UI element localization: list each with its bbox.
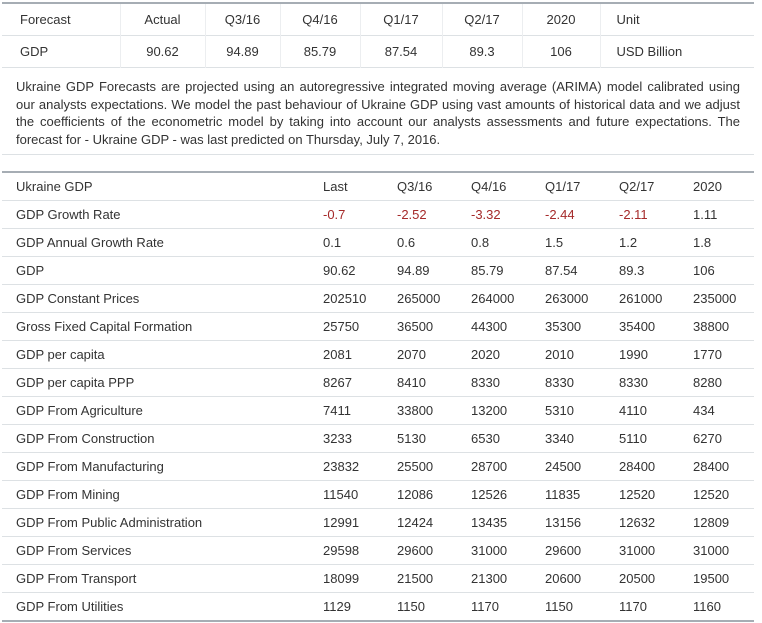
indicator-row-label[interactable]: GDP per capita PPP <box>16 375 135 390</box>
indicator-value-cell: 8267 <box>323 375 352 390</box>
indicators-table-header-row <box>2 172 754 201</box>
indicator-value-cell: 28700 <box>471 459 508 474</box>
indicators-table <box>2 171 754 622</box>
indicator-value-cell: 21300 <box>471 571 508 586</box>
indicator-value-cell: 20500 <box>619 571 656 586</box>
indicator-value-cell: 31000 <box>693 543 730 558</box>
indicator-row-label[interactable]: GDP Annual Growth Rate <box>16 235 164 250</box>
indicator-row <box>2 593 754 622</box>
indicator-value-cell: 264000 <box>471 291 515 306</box>
indicator-column-header: Ukraine GDP <box>16 179 93 194</box>
indicator-value-cell: 5310 <box>545 403 574 418</box>
indicator-column-header: Q4/16 <box>471 179 507 194</box>
indicator-value-cell: 1150 <box>397 599 425 614</box>
indicator-row-label[interactable]: GDP From Construction <box>16 431 155 446</box>
indicator-column-header: Last <box>323 179 348 194</box>
indicator-value-cell: 1990 <box>619 347 648 362</box>
indicator-row-label[interactable]: GDP per capita <box>16 347 105 362</box>
indicator-value-cell: 1.11 <box>693 207 718 222</box>
indicator-row <box>2 285 754 313</box>
forecast-column-header: Unit <box>600 3 754 36</box>
indicator-value-cell: 2070 <box>397 347 426 362</box>
indicator-value-cell: 235000 <box>693 291 737 306</box>
indicator-row-label[interactable]: GDP From Agriculture <box>16 403 143 418</box>
indicator-row <box>2 425 754 453</box>
indicator-value-cell: 35300 <box>545 319 582 334</box>
indicator-value-cell: -3.32 <box>471 207 501 222</box>
indicator-value-cell: 29600 <box>397 543 434 558</box>
indicator-value-cell: 0.6 <box>397 235 416 250</box>
forecast-row-label[interactable]: GDP <box>20 44 49 59</box>
indicator-value-cell: 25750 <box>323 319 360 334</box>
indicator-value-cell: 12809 <box>693 515 730 530</box>
indicator-column-header: 2020 <box>693 179 722 194</box>
indicator-value-cell: 1.5 <box>545 235 564 250</box>
indicator-value-cell: 8330 <box>545 375 574 390</box>
indicator-value-cell: 24500 <box>545 459 582 474</box>
indicator-value-cell: -2.11 <box>619 207 648 222</box>
indicator-value-cell: 31000 <box>619 543 656 558</box>
indicator-row-label[interactable]: GDP From Mining <box>16 487 120 502</box>
forecast-value-cell: 85.79 <box>280 36 360 68</box>
indicator-row <box>2 397 754 425</box>
indicator-value-cell: 28400 <box>619 459 656 474</box>
indicator-row-label[interactable]: GDP Constant Prices <box>16 291 140 306</box>
indicator-value-cell: 31000 <box>471 543 508 558</box>
indicator-value-cell: 90.62 <box>323 263 356 278</box>
indicator-value-cell: 1170 <box>471 599 499 614</box>
indicator-value-cell: 12520 <box>619 487 656 502</box>
indicator-value-cell: 8410 <box>397 375 426 390</box>
forecast-value-cell: 90.62 <box>120 36 205 68</box>
indicator-value-cell: 89.3 <box>619 263 645 278</box>
indicator-value-cell: 5110 <box>619 431 647 446</box>
indicator-column-header: Q2/17 <box>619 179 655 194</box>
indicator-value-cell: 1.2 <box>619 235 638 250</box>
indicator-row <box>2 313 754 341</box>
indicator-value-cell: -2.44 <box>545 207 575 222</box>
indicator-row <box>2 565 754 593</box>
indicator-value-cell: 23832 <box>323 459 360 474</box>
forecast-value-cell: 89.3 <box>442 36 522 68</box>
indicator-value-cell: 33800 <box>397 403 434 418</box>
forecast-column-header: 2020 <box>522 3 600 36</box>
indicator-value-cell: 25500 <box>397 459 434 474</box>
indicator-value-cell: 3340 <box>545 431 574 446</box>
indicator-value-cell: 44300 <box>471 319 508 334</box>
indicator-value-cell: 106 <box>693 263 715 278</box>
indicator-row <box>2 537 754 565</box>
indicator-row-label[interactable]: GDP Growth Rate <box>16 207 121 222</box>
indicator-value-cell: 7411 <box>323 403 351 418</box>
forecast-column-header: Q1/17 <box>360 3 442 36</box>
indicator-value-cell: 2010 <box>545 347 574 362</box>
indicator-value-cell: 5130 <box>397 431 426 446</box>
forecast-column-header: Q2/17 <box>442 3 522 36</box>
indicator-row <box>2 481 754 509</box>
indicator-value-cell: 263000 <box>545 291 589 306</box>
indicator-value-cell: 6530 <box>471 431 500 446</box>
indicator-value-cell: 19500 <box>693 571 730 586</box>
indicator-value-cell: 2081 <box>323 347 352 362</box>
indicator-value-cell: 0.1 <box>323 235 342 250</box>
indicator-row <box>2 369 754 397</box>
forecast-column-header: Q4/16 <box>280 3 360 36</box>
indicator-value-cell: 11835 <box>545 487 581 502</box>
forecast-value-cell: 106 <box>522 36 600 68</box>
indicator-column-header: Q3/16 <box>397 179 433 194</box>
indicator-row-label[interactable]: GDP From Public Administration <box>16 515 203 530</box>
indicator-value-cell: 3233 <box>323 431 352 446</box>
indicator-row-label[interactable]: GDP From Utilities <box>16 599 124 614</box>
indicator-value-cell: 87.54 <box>545 263 578 278</box>
indicator-value-cell: 12424 <box>397 515 434 530</box>
indicator-value-cell: 35400 <box>619 319 656 334</box>
indicator-value-cell: 4110 <box>619 403 647 418</box>
indicator-row-label[interactable]: GDP From Transport <box>16 571 137 586</box>
indicator-row <box>2 201 754 229</box>
indicator-value-cell: 12520 <box>693 487 730 502</box>
indicator-value-cell: 20600 <box>545 571 582 586</box>
indicator-row-label[interactable]: GDP <box>16 263 45 278</box>
forecast-table-header-row <box>2 3 754 36</box>
forecast-unit-cell: USD Billion <box>600 36 754 68</box>
indicator-value-cell: 1160 <box>693 599 721 614</box>
indicator-row <box>2 257 754 285</box>
indicator-value-cell: 2020 <box>471 347 500 362</box>
indicator-value-cell: 94.89 <box>397 263 430 278</box>
forecast-value-cell: 87.54 <box>360 36 442 68</box>
indicator-value-cell: 12086 <box>397 487 434 502</box>
forecast-page <box>2 2 754 622</box>
indicator-value-cell: 265000 <box>397 291 441 306</box>
indicator-value-cell: 28400 <box>693 459 730 474</box>
indicator-value-cell: 38800 <box>693 319 730 334</box>
indicator-value-cell: 261000 <box>619 291 663 306</box>
indicator-value-cell: 1150 <box>545 599 573 614</box>
indicator-row-label[interactable]: Gross Fixed Capital Formation <box>16 319 193 334</box>
indicator-value-cell: -2.52 <box>397 207 427 222</box>
indicator-value-cell: 12632 <box>619 515 656 530</box>
indicator-column-header: Q1/17 <box>545 179 581 194</box>
indicator-value-cell: 13156 <box>545 515 582 530</box>
indicator-value-cell: 11540 <box>323 487 359 502</box>
indicator-value-cell: 6270 <box>693 431 722 446</box>
forecast-row <box>2 36 754 68</box>
indicator-row <box>2 229 754 257</box>
indicator-value-cell: 29598 <box>323 543 360 558</box>
indicator-value-cell: 8330 <box>471 375 500 390</box>
indicator-value-cell: 29600 <box>545 543 582 558</box>
forecast-description: Ukraine GDP Forecasts are projected using an autoregressive integrated moving average (ARIMA) model calibrated using our analysts expectations. We model the past behaviour of Ukraine GDP using vast amounts of historical data and we adjust the coefficients of the econometric model by taking into account our analysts assessments and future expectations. The forecast for - Ukraine GDP - was last predicted on Thursday, July 7, 2016. <box>2 68 754 155</box>
forecast-column-header: Actual <box>120 3 205 36</box>
indicator-row <box>2 341 754 369</box>
indicator-value-cell: 1770 <box>693 347 722 362</box>
indicator-value-cell: 13435 <box>471 515 508 530</box>
forecast-column-header: Q3/16 <box>205 3 280 36</box>
indicator-value-cell: 12526 <box>471 487 508 502</box>
indicator-value-cell: 85.79 <box>471 263 504 278</box>
indicator-value-cell: -0.7 <box>323 207 346 222</box>
indicator-value-cell: 18099 <box>323 571 360 586</box>
forecast-column-header: Forecast <box>20 12 71 27</box>
indicator-row <box>2 453 754 481</box>
indicator-value-cell: 1.8 <box>693 235 712 250</box>
indicator-value-cell: 36500 <box>397 319 434 334</box>
indicator-row <box>2 509 754 537</box>
indicator-value-cell: 1129 <box>323 599 351 614</box>
indicator-value-cell: 13200 <box>471 403 508 418</box>
indicator-value-cell: 0.8 <box>471 235 490 250</box>
forecast-value-cell: 94.89 <box>205 36 280 68</box>
forecast-table <box>2 2 754 68</box>
indicator-value-cell: 202510 <box>323 291 367 306</box>
indicator-value-cell: 8330 <box>619 375 648 390</box>
indicator-value-cell: 1170 <box>619 599 647 614</box>
indicator-value-cell: 434 <box>693 403 715 418</box>
indicator-value-cell: 8280 <box>693 375 722 390</box>
indicator-row-label[interactable]: GDP From Services <box>16 543 132 558</box>
indicator-value-cell: 21500 <box>397 571 434 586</box>
indicator-row-label[interactable]: GDP From Manufacturing <box>16 459 164 474</box>
indicator-value-cell: 12991 <box>323 515 360 530</box>
